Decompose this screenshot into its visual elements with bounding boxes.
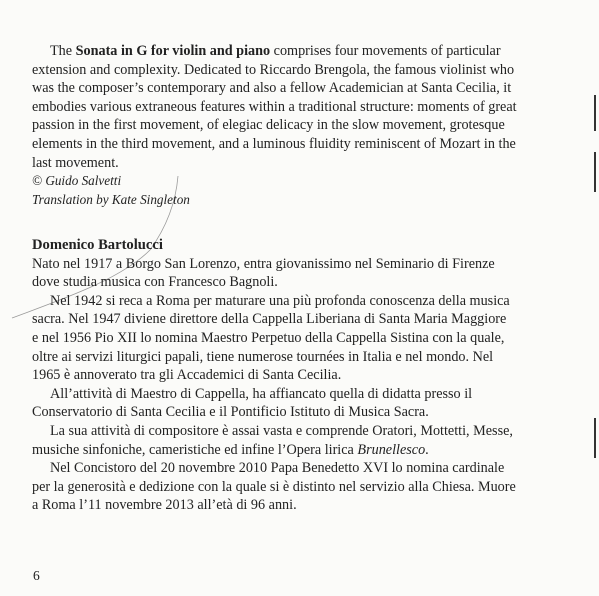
sonata-paragraph [32,42,562,61]
text-line: dove studia musica con Francesco Bagnoli. [32,274,278,291]
scan-edge-mark [594,418,596,458]
text-line: passion in the first movement, of elegiac delicacy in the slow movement, grotesque [32,117,505,134]
text-line: Nato nel 1917 a Borgo San Lorenzo, entra giovanissimo nel Seminario di Firenze [32,255,495,272]
text-fragment: . [425,441,429,458]
text-line: 1965 è annoverato tra gli Accademici di Santa Cecilia. [32,367,342,384]
biography [32,236,562,515]
biography-heading: Domenico Bartolucci [32,237,163,253]
text-line: per la generosità e dedizione con la quale si è distinto nel servizio alla Chiesa. Muore [32,478,516,495]
text-fragment: comprises four movements of particular [270,43,501,59]
text-line: a Roma l’11 novembre 2013 all’età di 96 anni. [32,497,297,514]
author-credit: © Guido Salvetti [32,173,122,189]
work-title: Sonata in G for violin and piano [75,43,271,59]
text-line [32,42,562,61]
text-line: last movement. [32,154,119,171]
text-fragment: musiche sinfoniche, cameristiche ed infine l’Opera lirica [32,441,358,458]
scan-edge-mark [594,152,596,192]
text-line: was the composer’s contemporary and also a fellow Academician at Santa Cecilia, it [32,80,512,97]
text-line: Nel Concistoro del 20 novembre 2010 Papa Benedetto XVI lo nomina cardinale [50,460,505,477]
text-line: elements in the third movement, and a luminous fluidity reminiscent of Mozart in the [32,135,516,152]
text-line: oltre ai servizi liturgici papali, tiene numerose tournées in Italia e nel mondo. Nel [32,348,494,365]
text-line: extension and complexity. Dedicated to Riccardo Brengola, the famous violinist who [32,61,515,78]
opera-title: Brunellesco [357,441,426,458]
sonata-description [32,42,562,209]
text-line: embodies various extraneous features within a traditional structure: moments of great [32,98,517,115]
text-line: Conservatorio di Santa Cecilia e il Pontificio Istituto di Musica Sacra. [32,404,429,421]
page-number: 6 [33,568,40,583]
text-line: e nel 1956 Pio XII lo nomina Maestro Perpetuo della Cappella Sistina con la quale, [32,329,505,346]
text-line: sacra. Nel 1947 diviene direttore della Cappella Liberiana di Santa Maria Maggiore [32,311,507,328]
text-line: Nel 1942 si reca a Roma per maturare una più profonda conoscenza della musica [50,292,510,309]
text-fragment: The [50,43,76,59]
translation-credit: Translation by Kate Singleton [32,191,190,207]
text-line: La sua attività di compositore è assai vasta e comprende Oratori, Mottetti, Messe, [50,422,513,439]
text-line [32,441,562,460]
scan-edge-mark [594,95,596,131]
text-line: All’attività di Maestro di Cappella, ha affiancato quella di didatta presso il [50,385,473,402]
